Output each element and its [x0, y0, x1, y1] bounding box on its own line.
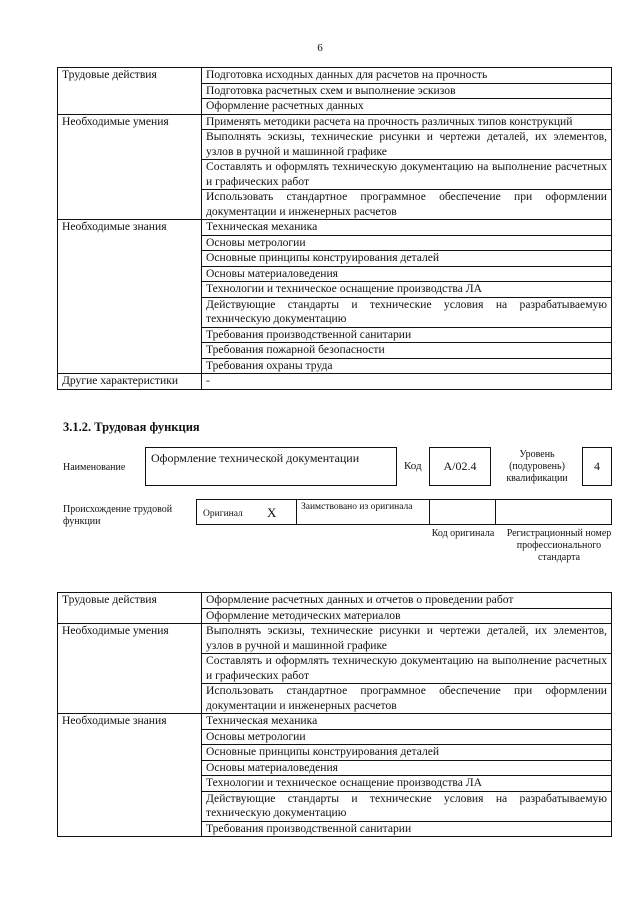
- level-label: Уровень (подуровень) квалификации: [506, 449, 568, 484]
- table-row: [58, 220, 612, 236]
- table-row: [58, 114, 612, 130]
- table-row: [58, 624, 612, 654]
- table-cell: Оформление расчетных данных и отчетов о проведении работ: [202, 593, 612, 609]
- table-cell: Основы метрологии: [202, 235, 612, 251]
- table-cell: Основы метрологии: [202, 729, 612, 745]
- table-cell: Основы материаловедения: [202, 760, 612, 776]
- table-cell: Основные принципы конструирования деталей: [202, 251, 612, 267]
- function-name-value: Оформление технической документации: [151, 451, 360, 465]
- table-row: [58, 68, 612, 84]
- function-name-box: [145, 447, 397, 486]
- row-label: Необходимые знания: [58, 220, 202, 374]
- level-box: [582, 447, 612, 486]
- original-code-caption: Код оригинала: [431, 528, 495, 539]
- table-cell: -: [202, 374, 612, 390]
- original-label: Оригинал: [203, 509, 243, 519]
- table-cell: Выполнять эскизы, технические рисунки и чертежи деталей, их элементов, узлов в ручной и машинной графике: [202, 624, 612, 654]
- competency-table-2: [57, 592, 612, 837]
- row-label: Необходимые умения: [58, 624, 202, 714]
- table-cell: Составлять и оформлять техническую документацию на выполнение расчетных и графических работ: [202, 160, 612, 190]
- table-row: [58, 714, 612, 730]
- origin-row: [196, 499, 612, 525]
- competency-table-1: [57, 67, 612, 390]
- code-label: Код: [404, 460, 422, 472]
- table-cell: Оформление методических материалов: [202, 608, 612, 624]
- level-value: 4: [594, 459, 600, 473]
- table-cell: Подготовка расчетных схем и выполнение эскизов: [202, 83, 612, 99]
- borrowed-label: Заимствовано из оригинала: [301, 502, 413, 512]
- row-label: Другие характеристики: [58, 374, 202, 390]
- function-code-box: [429, 447, 491, 486]
- name-label: Наименование: [63, 462, 126, 473]
- table-row: [58, 593, 612, 609]
- table-cell: Действующие стандарты и технические условия на разрабатываемую техническую документацию: [202, 297, 612, 327]
- table-cell: Выполнять эскизы, технические рисунки и чертежи деталей, их элементов, узлов в ручной и машинной графике: [202, 130, 612, 160]
- page-number: 6: [317, 42, 323, 54]
- original-cell: [197, 500, 297, 524]
- table-cell: Основы материаловедения: [202, 266, 612, 282]
- row-label: Необходимые знания: [58, 714, 202, 837]
- origin-label: Происхождение трудовой функции: [63, 504, 173, 527]
- table-cell: Требования производственной санитарии: [202, 327, 612, 343]
- table-cell: Применять методики расчета на прочность различных типов конструкций: [202, 114, 612, 130]
- table-cell: Использовать стандартное программное обеспечение при оформлении документации и инженерных расчетов: [202, 684, 612, 714]
- original-code-cell: [430, 500, 496, 524]
- table-cell: Техническая механика: [202, 714, 612, 730]
- table-cell: Подготовка исходных данных для расчетов на прочность: [202, 68, 612, 84]
- table-cell: Составлять и оформлять техническую документацию на выполнение расчетных и графических работ: [202, 654, 612, 684]
- table-cell: Технологии и техническое оснащение производства ЛА: [202, 282, 612, 298]
- registration-number-caption: Регистрационный номер профессионального стандарта: [506, 528, 612, 563]
- original-mark: Х: [267, 505, 277, 520]
- table-cell: Технологии и техническое оснащение производства ЛА: [202, 776, 612, 792]
- table-cell: Требования производственной санитарии: [202, 821, 612, 837]
- function-code-value: А/02.4: [443, 459, 477, 473]
- table-cell: Требования пожарной безопасности: [202, 343, 612, 359]
- table-cell: Оформление расчетных данных: [202, 99, 612, 115]
- row-label: Трудовые действия: [58, 593, 202, 624]
- row-label: Трудовые действия: [58, 68, 202, 115]
- table-cell: Техническая механика: [202, 220, 612, 236]
- section-title: 3.1.2. Трудовая функция: [63, 420, 200, 434]
- table-cell: Основные принципы конструирования деталей: [202, 745, 612, 761]
- borrowed-cell: [297, 500, 430, 524]
- table-cell: Действующие стандарты и технические условия на разрабатываемую техническую документацию: [202, 791, 612, 821]
- table-cell: Требования охраны труда: [202, 358, 612, 374]
- table-cell: Использовать стандартное программное обеспечение при оформлении документации и инженерных расчетов: [202, 190, 612, 220]
- table-row: [58, 374, 612, 390]
- row-label: Необходимые умения: [58, 114, 202, 220]
